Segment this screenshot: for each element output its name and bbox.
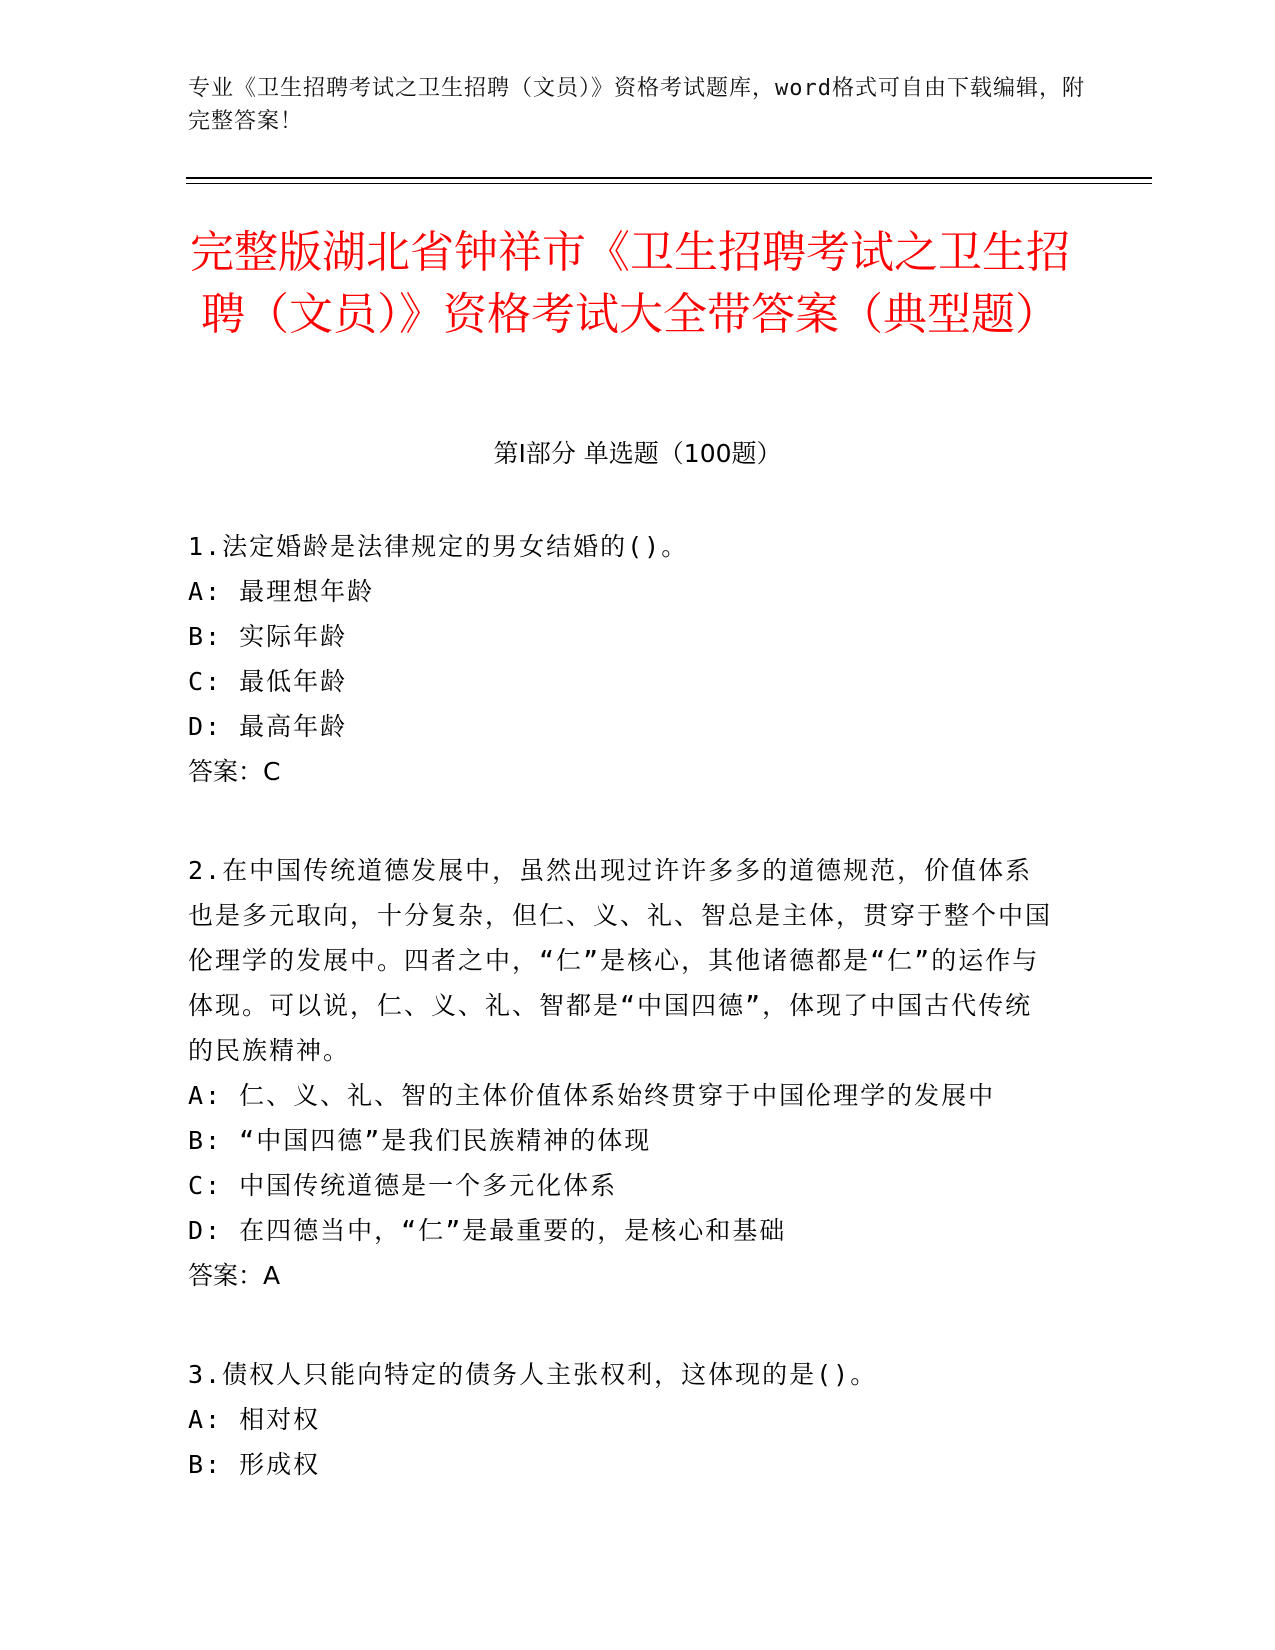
section-heading: 第Ⅰ部分 单选题（100题） — [493, 439, 782, 468]
document-title: 完整版湖北省钟祥市《卫生招聘考试之卫生招聘（文员）》资格考试大全带答案（典型题） — [190, 227, 1070, 340]
option-a: A: 最理想年龄 — [188, 577, 375, 606]
option-a: A: 相对权 — [188, 1405, 321, 1434]
option-a: A: 仁、义、礼、智的主体价值体系始终贯穿于中国伦理学的发展中 — [188, 1081, 996, 1110]
question-1 — [188, 524, 1058, 794]
option-b: B: 形成权 — [188, 1450, 321, 1479]
option-d: D: 最高年龄 — [188, 712, 348, 741]
question-stem: 2.在中国传统道德发展中，虽然出现过许许多多的道德规范，价值体系也是多元取向，十分复杂，但仁、义、礼、智总是主体，贯穿于整个中国伦理学的发展中。四者之中，“仁”是核心，其他诸德都是“仁”的运作与体现。可以说，仁、义、礼、智都是“中国四德”，体现了中国古代传统的民族精神。 — [188, 856, 1053, 1065]
header-divider-thin — [186, 183, 1152, 184]
option-c: C: 中国传统道德是一个多元化体系 — [188, 1171, 618, 1200]
header-divider-thick — [186, 177, 1152, 179]
answer-text: 答案：C — [188, 757, 281, 786]
option-b: B: 实际年龄 — [188, 622, 348, 651]
question-stem: 1.法定婚龄是法律规定的男女结婚的()。 — [188, 532, 689, 561]
question-list — [188, 524, 1058, 1541]
option-d: D: 在四德当中，“仁”是最重要的，是核心和基础 — [188, 1216, 787, 1245]
option-c: C: 最低年龄 — [188, 667, 348, 696]
question-stem: 3.债权人只能向特定的债务人主张权利，这体现的是()。 — [188, 1360, 878, 1389]
header-note: 专业《卫生招聘考试之卫生招聘（文员）》资格考试题库，word格式可自由下载编辑，附完整答案！ — [188, 76, 1085, 134]
option-b: B: “中国四德”是我们民族精神的体现 — [188, 1126, 652, 1155]
question-2 — [188, 848, 1058, 1298]
question-3 — [188, 1352, 1058, 1487]
answer-text: 答案：A — [188, 1261, 281, 1290]
